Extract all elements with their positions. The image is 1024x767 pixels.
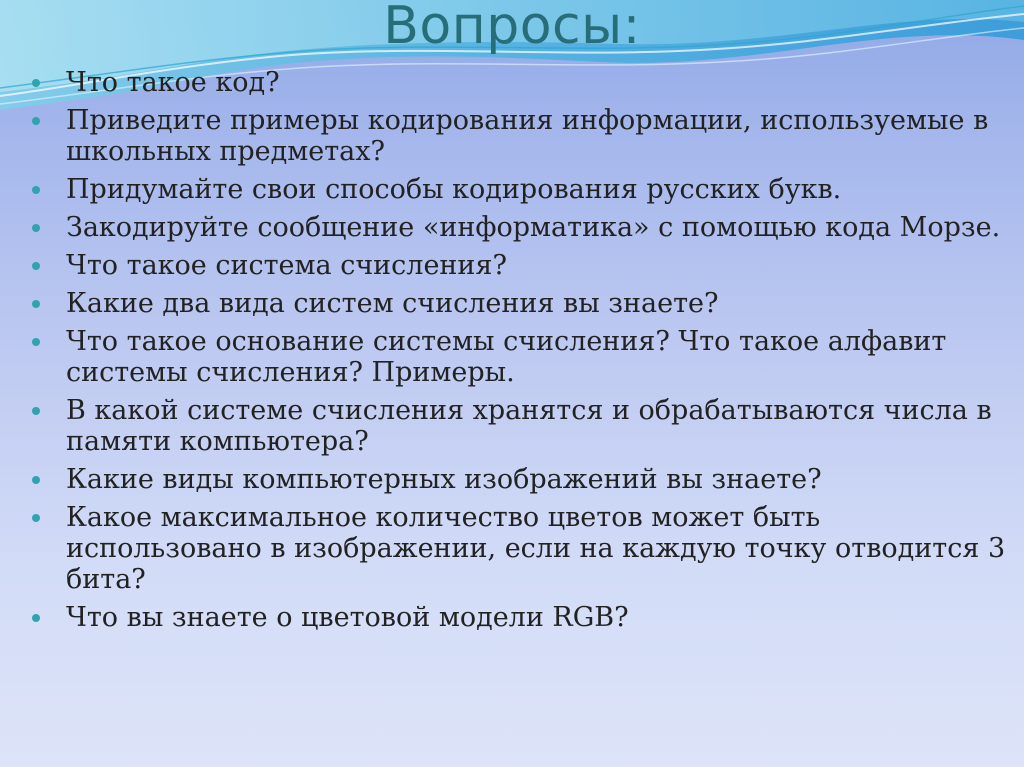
- list-item-text: Что вы знаете о цветовой модели RGB?: [66, 602, 629, 633]
- bullet-icon: [32, 338, 40, 346]
- list-item: [30, 395, 1020, 457]
- list-item-text: Что такое система счисления?: [66, 250, 507, 281]
- questions-list: [30, 67, 1020, 640]
- list-item-text: Что такое основание системы счисления? Что такое алфавит системы счисления? Примеры.: [66, 326, 947, 388]
- bullet-icon: [32, 79, 40, 87]
- bullet-icon: [32, 476, 40, 484]
- bullet-icon: [32, 300, 40, 308]
- bullet-icon: [32, 614, 40, 622]
- list-item: [30, 326, 1020, 388]
- list-item-text: Что такое код?: [66, 67, 280, 98]
- list-item-text: Придумайте свои способы кодирования русских букв.: [66, 174, 842, 205]
- list-item-text: В какой системе счисления хранятся и обрабатываются числа в памяти компьютера?: [66, 395, 992, 457]
- slide-title: Вопросы:: [383, 0, 641, 56]
- list-item-text: Закодируйте сообщение «информатика» с помощью кода Морзе.: [66, 212, 1001, 243]
- list-item-text: Какое максимальное количество цветов может быть использовано в изображении, если на каждую точку отводится 3 бита?: [66, 502, 1006, 595]
- list-item-text: Какие два вида систем счисления вы знаете?: [66, 288, 719, 319]
- bullet-icon: [32, 407, 40, 415]
- bullet-icon: [32, 262, 40, 270]
- bullet-icon: [32, 117, 40, 125]
- list-item: [30, 212, 1020, 243]
- list-item: [30, 502, 1020, 595]
- list-item: [30, 602, 1020, 633]
- list-item: [30, 464, 1020, 495]
- bullet-icon: [32, 514, 40, 522]
- list-item: [30, 250, 1020, 281]
- list-item: [30, 67, 1020, 98]
- list-item-text: Приведите примеры кодирования информации, используемые в школьных предметах?: [66, 105, 989, 167]
- bullet-icon: [32, 224, 40, 232]
- bullet-icon: [32, 186, 40, 194]
- list-item: [30, 105, 1020, 167]
- list-item: [30, 288, 1020, 319]
- list-item-text: Какие виды компьютерных изображений вы знаете?: [66, 464, 822, 495]
- list-item: [30, 174, 1020, 205]
